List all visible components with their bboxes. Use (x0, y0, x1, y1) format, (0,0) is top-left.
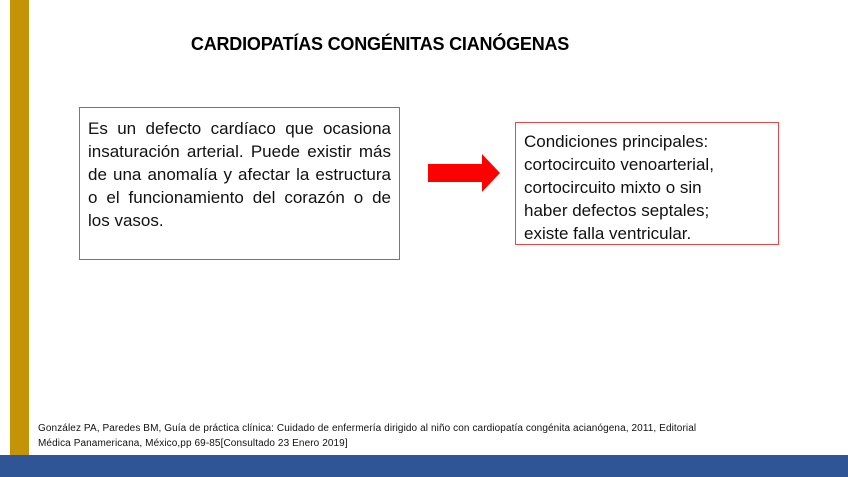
left-accent-bar (10, 0, 29, 455)
definition-text: Es un defecto cardíaco que ocasiona insaturación arterial. Puede existir más de una anomalía y afectar la estructura o el funcionamiento del corazón o de los vasos. (88, 119, 391, 230)
right-arrow-icon (426, 154, 502, 192)
citation-line: González PA, Paredes BM, Guía de práctica clínica: Cuidado de enfermería dirigido al niño con cardiopatía congénita acianógena, 2011, Editorial (38, 423, 697, 434)
conditions-line: haber defectos septales; (524, 201, 710, 220)
conditions-line: cortocircuito venoarterial, (524, 155, 714, 174)
conditions-line: Condiciones principales: (524, 132, 709, 151)
citation (38, 421, 828, 451)
conditions-line: existe falla ventricular. (524, 224, 692, 243)
footer-bar (0, 455, 848, 477)
conditions-box (515, 122, 779, 245)
citation-line: Médica Panamericana, México,pp 69-85[Consultado 23 Enero 2019] (38, 438, 348, 449)
conditions-line: cortocircuito mixto o sin (524, 178, 702, 197)
definition-box (79, 107, 400, 260)
slide-title: CARDIOPATÍAS CONGÉNITAS CIANÓGENAS (190, 34, 570, 54)
